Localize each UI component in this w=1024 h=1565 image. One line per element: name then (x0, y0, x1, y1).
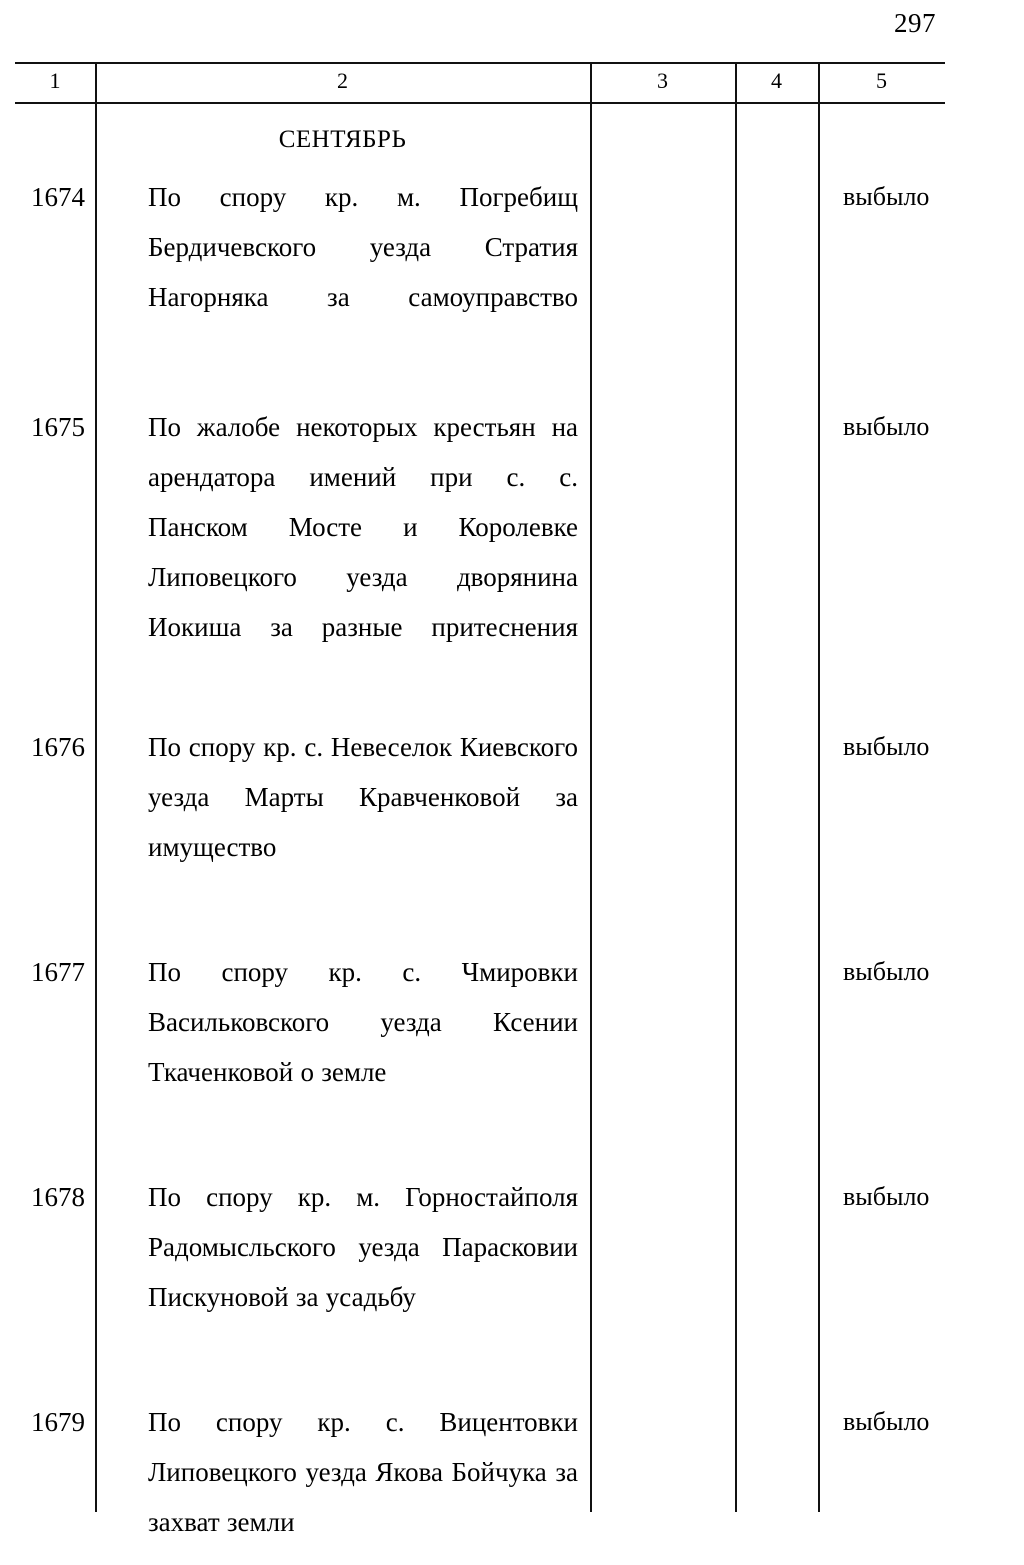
entry-number: 1678 (31, 1182, 85, 1212)
column-header-5: 5 (876, 68, 887, 93)
entry-status: выбыло (843, 182, 930, 211)
column-header-4: 4 (771, 68, 782, 93)
entry-description: По спору кр. с. Невеселок Киевского уезда Марты Кравченковой за имущество (148, 732, 578, 862)
entry-status: выбыло (843, 732, 930, 761)
entry-description: По спору кр. м. Горностайполя Радомысльского уезда Парасковии Пискуновой за усадьбу (148, 1182, 578, 1312)
register-table (15, 62, 945, 1537)
entry-description: По спору кр. с. Чмировки Васильковского уезда Ксении Ткаченковой о земле (148, 957, 578, 1087)
column-divider-2 (590, 62, 592, 1512)
entry-description: По спору кр. с. Вицентовки Липовецкого уезда Якова Бойчука за захват земли (148, 1407, 578, 1537)
column-header-1: 1 (49, 68, 61, 93)
column-divider-3 (735, 62, 737, 1512)
entry-number: 1679 (31, 1407, 85, 1437)
table-header-rule (15, 102, 945, 104)
column-header-3: 3 (657, 68, 668, 93)
month-caption: СЕНТЯБРЬ (278, 126, 407, 153)
entry-description: По жалобе некоторых крестьян на арендатора имений при с. с. Панском Мосте и Королевке Липовецкого уезда дворянина Иокиша за разные притеснения (148, 412, 578, 642)
entry-status: выбыло (843, 1182, 930, 1211)
entry-status: выбыло (843, 1407, 930, 1436)
page-number: 297 (894, 8, 936, 38)
table-top-rule (15, 62, 945, 64)
entry-number: 1674 (31, 182, 85, 212)
entry-number: 1675 (31, 412, 85, 442)
column-header-2: 2 (337, 68, 348, 93)
entry-status: выбыло (843, 957, 930, 986)
entry-status: выбыло (843, 412, 930, 441)
entry-number: 1676 (31, 732, 85, 762)
entry-description: По спору кр. м. Погребищ Бердичевского уезда Стратия Нагорняка за самоуправство (148, 182, 578, 312)
column-divider-4 (818, 62, 820, 1512)
entry-number: 1677 (31, 957, 85, 987)
column-divider-1 (95, 62, 97, 1512)
